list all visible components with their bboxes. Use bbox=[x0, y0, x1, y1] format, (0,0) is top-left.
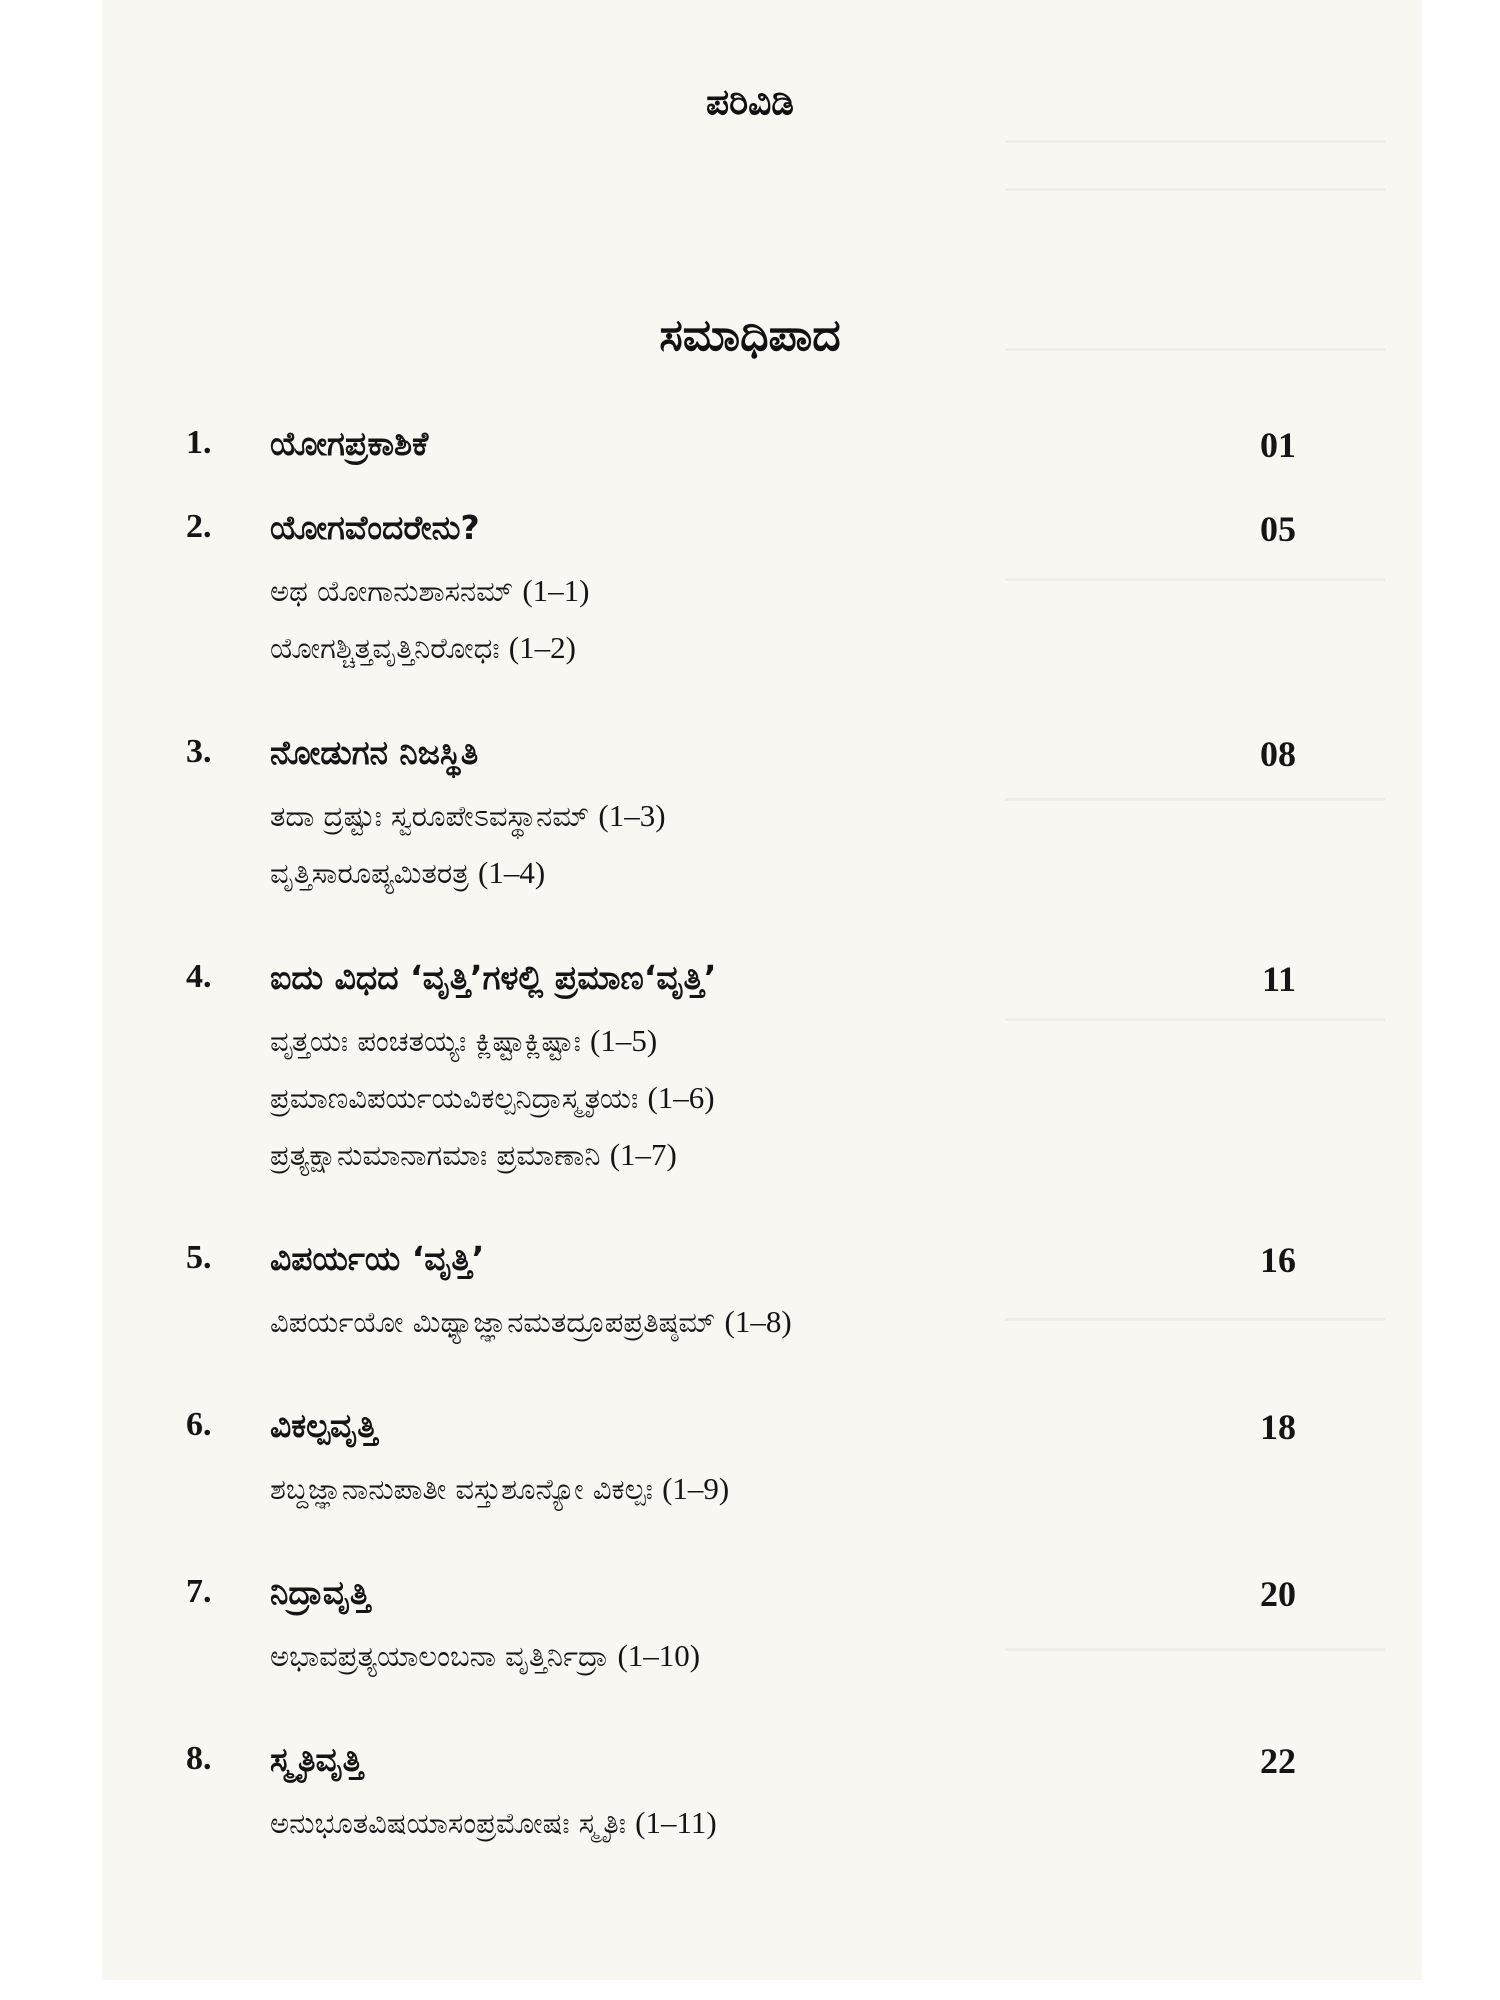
bleed-through-mark bbox=[1005, 170, 1385, 191]
sutra-text: ಯೋಗಶ್ಚಿತ್ತವೃತ್ತಿನಿರೋಧಃ bbox=[270, 631, 500, 665]
toc-entry bbox=[0, 502, 1500, 676]
sutra-line bbox=[0, 1460, 1500, 1517]
entry-page-number: 11 bbox=[1261, 959, 1296, 999]
entry-number: 4. bbox=[186, 958, 212, 995]
entry-page-number: 05 bbox=[1260, 509, 1296, 549]
entry-number: 1. bbox=[186, 424, 212, 461]
entry-page-number: 18 bbox=[1260, 1407, 1296, 1447]
sutra-reference: (1–5) bbox=[590, 1023, 658, 1058]
sutra-text: ವೃತ್ತಯಃ ಪಂಚತಯ್ಯಃ ಕ್ಲಿಷ್ಟಾಕ್ಲಿಷ್ಟಾಃ bbox=[270, 1024, 581, 1058]
entry-number: 3. bbox=[186, 733, 212, 770]
sutra-reference: (1–3) bbox=[598, 798, 666, 833]
sutra-text: ಅಭಾವಪ್ರತ್ಯಯಾಲಂಬನಾ ವೃತ್ತಿರ್ನಿದ್ರಾ bbox=[270, 1639, 609, 1673]
sutra-line bbox=[0, 1627, 1500, 1684]
page-title: ಪರಿವಿಡಿ bbox=[706, 82, 794, 123]
entry-title: ವಿಪರ್ಯಯ ‘ವೃತ್ತಿ’ bbox=[270, 1239, 485, 1278]
entry-number: 6. bbox=[186, 1406, 212, 1443]
sutra-text: ತದಾ ದ್ರಷ್ಟುಃ ಸ್ವರೂಪೇಽವಸ್ಥಾನಮ್ bbox=[270, 799, 590, 833]
sutra-line bbox=[0, 1293, 1500, 1350]
sutra-reference: (1–8) bbox=[724, 1304, 792, 1339]
sutra-reference: (1–7) bbox=[609, 1137, 677, 1172]
sutra-text: ಅನುಭೂತವಿಷಯಾಸಂಪ್ರಮೋಷಃ ಸ್ಮೃತಿಃ bbox=[270, 1806, 626, 1840]
toc-entry bbox=[0, 727, 1500, 901]
sutra-text: ಪ್ರತ್ಯಕ್ಷಾನುಮಾನಾಗಮಾಃ ಪ್ರಮಾಣಾನಿ bbox=[270, 1138, 601, 1172]
sutra-text: ಪ್ರಮಾಣವಿಪರ್ಯಯವಿಕಲ್ಪನಿದ್ರಾಸ್ಮೃತಯಃ bbox=[270, 1081, 639, 1115]
sutra-reference: (1–4) bbox=[478, 855, 546, 890]
sutra-reference: (1–2) bbox=[508, 630, 576, 665]
sutra-text: ಶಬ್ದಜ್ಞಾನಾನುಪಾತೀ ವಸ್ತುಶೂನ್ಯೋ ವಿಕಲ್ಪಃ bbox=[270, 1472, 653, 1506]
sutra-line bbox=[0, 1794, 1500, 1851]
sutra-reference: (1–1) bbox=[522, 573, 590, 608]
entry-title: ಯೋಗಪ್ರಕಾಶಿಕೆ bbox=[270, 424, 429, 463]
entry-number: 2. bbox=[186, 508, 212, 545]
toc-entry bbox=[0, 418, 1500, 478]
sutra-line bbox=[0, 1126, 1500, 1183]
entry-page-number: 20 bbox=[1260, 1574, 1296, 1614]
sutra-line bbox=[0, 787, 1500, 844]
sutra-text: ವೃತ್ತಿಸಾರೂಪ್ಯಮಿತರತ್ರ bbox=[270, 856, 469, 890]
sutra-reference: (1–9) bbox=[662, 1471, 730, 1506]
entry-page-number: 22 bbox=[1260, 1741, 1296, 1781]
entry-title: ನೋಡುಗನ ನಿಜಸ್ಥಿತಿ bbox=[270, 733, 479, 772]
toc-entry bbox=[0, 1567, 1500, 1684]
toc-entry bbox=[0, 1400, 1500, 1517]
sutra-line bbox=[0, 844, 1500, 901]
toc-entry bbox=[0, 1734, 1500, 1851]
entry-title: ಐದು ವಿಧದ ‘ವೃತ್ತಿ’ಗಳಲ್ಲಿ ಪ್ರಮಾಣ‘ವೃತ್ತಿ’ bbox=[270, 958, 717, 997]
sutra-text: ಅಥ ಯೋಗಾನುಶಾಸನಮ್ bbox=[270, 574, 514, 608]
entry-title: ಸ್ಮೃತಿವೃತ್ತಿ bbox=[270, 1740, 363, 1779]
toc-entry bbox=[0, 1233, 1500, 1350]
sutra-text: ವಿಪರ್ಯಯೋ ಮಿಥ್ಯಾಜ್ಞಾನಮತದ್ರೂಪಪ್ರತಿಷ್ಠಮ್ bbox=[270, 1305, 716, 1339]
entry-title: ಯೋಗವೆಂದರೇನು? bbox=[270, 508, 480, 547]
section-heading: ಸಮಾಧಿಪಾದ bbox=[659, 310, 841, 361]
entry-number: 7. bbox=[186, 1573, 212, 1610]
sutra-line bbox=[0, 1012, 1500, 1069]
toc-entry bbox=[0, 952, 1500, 1183]
entry-title: ನಿದ್ರಾವೃತ್ತಿ bbox=[270, 1573, 371, 1612]
entry-number: 8. bbox=[186, 1740, 212, 1777]
entry-page-number: 08 bbox=[1260, 734, 1296, 774]
entry-title: ವಿಕಲ್ಪವೃತ್ತಿ bbox=[270, 1406, 378, 1445]
sutra-line bbox=[0, 1069, 1500, 1126]
entry-page-number: 16 bbox=[1260, 1240, 1296, 1280]
bleed-through-mark bbox=[1005, 122, 1385, 143]
entry-page-number: 01 bbox=[1260, 425, 1296, 465]
sutra-line bbox=[0, 619, 1500, 676]
sutra-reference: (1–10) bbox=[617, 1638, 701, 1673]
sutra-reference: (1–11) bbox=[635, 1805, 717, 1840]
sutra-line bbox=[0, 562, 1500, 619]
sutra-reference: (1–6) bbox=[647, 1080, 715, 1115]
entry-number: 5. bbox=[186, 1239, 212, 1276]
